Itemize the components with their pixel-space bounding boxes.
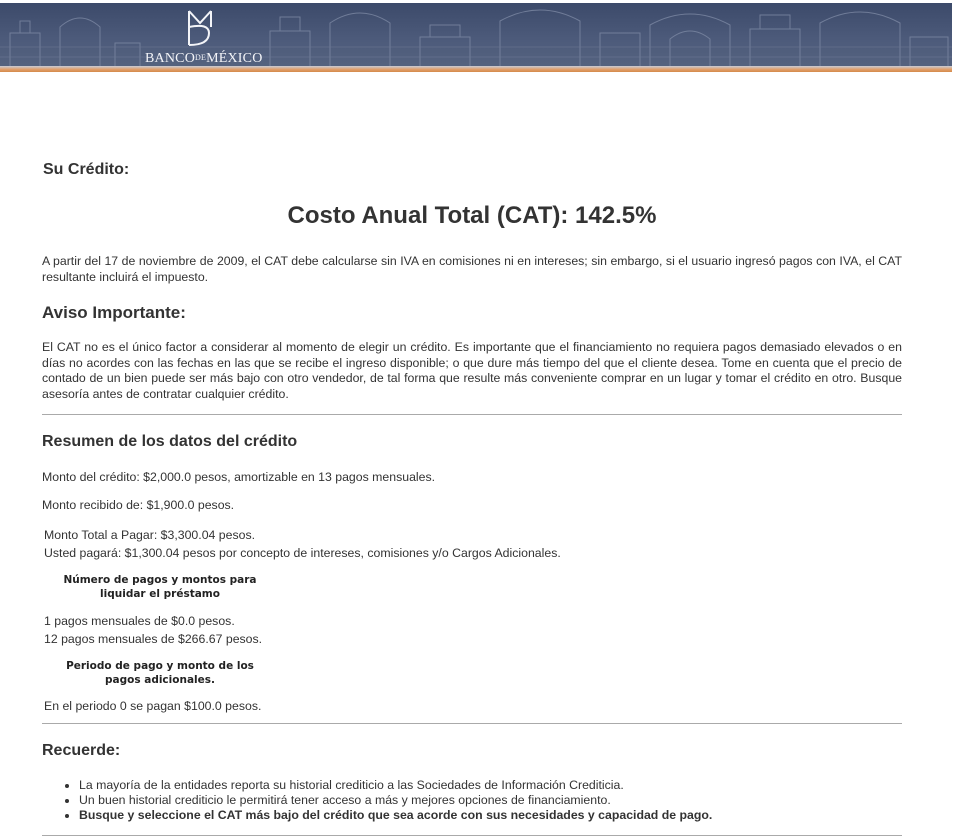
aviso-heading: Aviso Importante:	[42, 303, 186, 322]
aviso-text: El CAT no es el único factor a considerar al momento de elegir un crédito. Es importante que el financiamiento no requiera pagos demasiado elevados o en días no acordes con las fechas en las que se recibe el ingreso disponible; o que dure más tiempo del que el cliente desea. Tome en cuenta que el precio de contado de un bien puede ser más bajo con otro vendedor, de tal forma que resulte más conveniente comprar en un lugar y tomar el crédito en otro. Busque asesoría antes de contratar cualquier crédito.	[42, 340, 902, 401]
iva-note: A partir del 17 de noviembre de 2009, el CAT debe calcularse sin IVA en comisiones ni en intereses; sin embargo, si el usuario ingresó pagos con IVA, el CAT resultante incluirá el impuesto.	[42, 254, 902, 284]
usted-pagara: Usted pagará: $1,300.04 pesos por concepto de intereses, comisiones y/o Cargos Adicionales.	[44, 546, 561, 560]
recuerde-list	[62, 778, 712, 823]
logo-text: BANCODEMÉXICO	[145, 51, 263, 66]
monto-recibido: Monto recibido de: $1,900.0 pesos.	[42, 498, 235, 512]
adicionales-subheading: Periodo de pago y monto de los pagos adicionales.	[66, 660, 254, 686]
pago-line: 1 pagos mensuales de $0.0 pesos.	[44, 614, 235, 628]
su-credito-heading: Su Crédito:	[43, 161, 130, 178]
header-banner	[0, 3, 952, 72]
cat-heading: Costo Anual Total (CAT): 142.5%	[287, 202, 657, 229]
pago-line: 12 pagos mensuales de $266.67 pesos.	[44, 632, 263, 646]
pagos-subheading: Número de pagos y montos para liquidar el préstamo	[63, 574, 257, 600]
banco-de-mexico-logo-icon	[183, 9, 217, 47]
banner-accent-stripe	[0, 66, 952, 72]
list-item: • Un buen historial crediticio le permitirá tener acceso a más y mejores opciones de financiamiento.	[79, 793, 712, 808]
divider	[42, 723, 902, 724]
pago-adicional: En el periodo 0 se pagan $100.0 pesos.	[44, 699, 262, 713]
monto-credito: Monto del crédito: $2,000.0 pesos, amortizable en 13 pagos mensuales.	[42, 470, 436, 484]
list-item: • Busque y seleccione el CAT más bajo del crédito que sea acorde con sus necesidades y capacidad de pago.	[79, 808, 712, 823]
banner-architecture-decoration	[0, 3, 952, 69]
monto-total: Monto Total a Pagar: $3,300.04 pesos.	[44, 528, 256, 542]
divider	[42, 414, 902, 415]
recuerde-heading: Recuerde:	[42, 742, 121, 759]
resumen-heading: Resumen de los datos del crédito	[42, 433, 298, 450]
list-item: • La mayoría de la entidades reporta su historial crediticio a las Sociedades de Información Crediticia.	[79, 778, 712, 793]
divider	[42, 835, 902, 836]
